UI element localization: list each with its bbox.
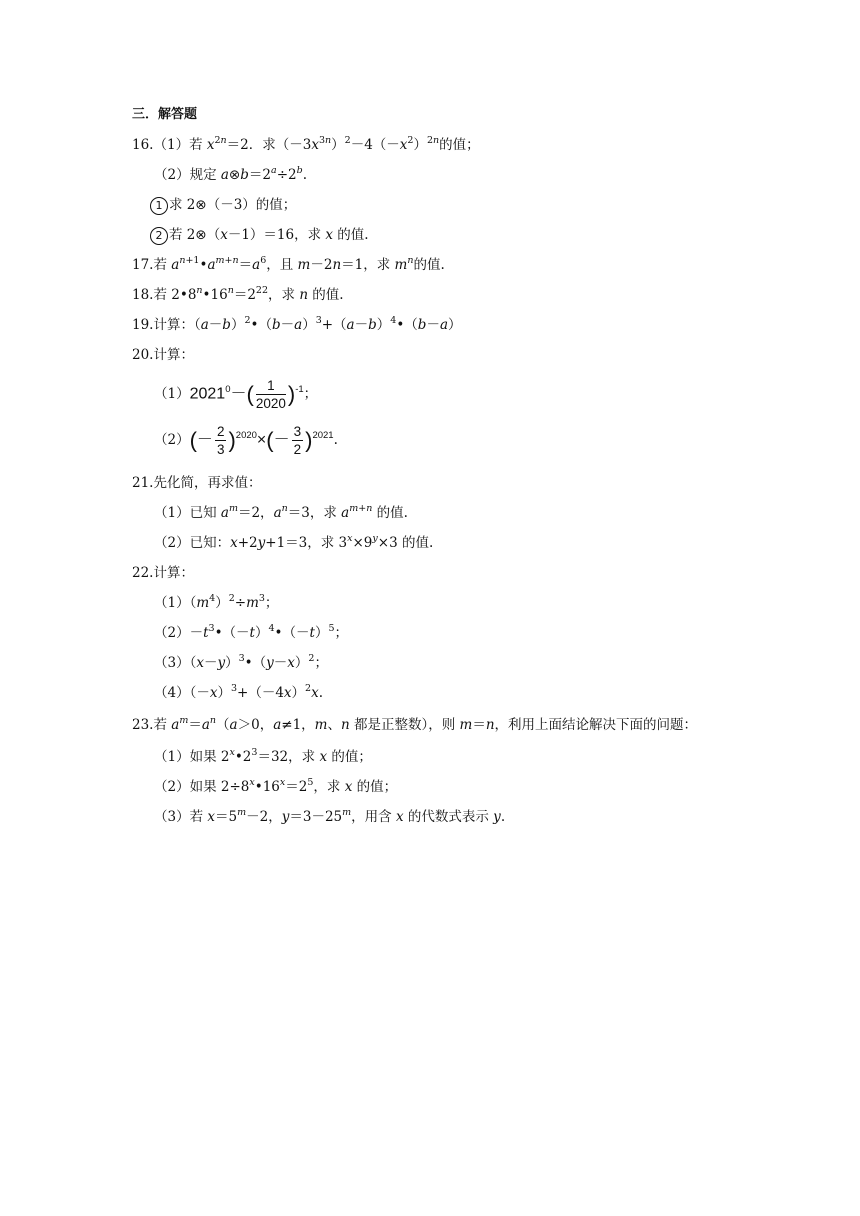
question-16-sub-1: 1 求 2⊗（－3）的值； <box>150 196 296 215</box>
question-18: 18.若 $2•8^n•16^n=2^{22}$，求 n 的值. <box>132 285 344 303</box>
fraction: $\frac{2}{3}$ <box>216 424 225 457</box>
fraction: $\frac{3}{2}$ <box>293 424 302 457</box>
circled-two: 2 <box>150 227 168 245</box>
question-21-part-1: （1）已知 $a^m=2$，$a^n=3$，求 $a^{m+n}$ 的值. <box>154 503 408 521</box>
question-20: 20.计算： <box>132 347 194 363</box>
question-22: 22.计算： <box>132 565 194 581</box>
question-23-part-3: （3）若 $x=5^m-2$，$y=3-25^m$，用含 x 的代数式表示 y. <box>154 807 506 825</box>
question-22-part-1: $(1)(m^4)^2\div m^3$； <box>154 593 279 611</box>
question-23: 23.若 $a^m=a^n(a>0$，a≠1，m、n 都是正整数），则 m＝n，利用上面结论解决下面的问题： <box>132 715 698 733</box>
question-17: 17.若 $a^{n+1}•a^{m+n}=a^6$，且 m－2n＝1，求 $m^n$的值. <box>132 255 445 273</box>
question-21-part-2: （2）已知：x+2y+1＝3，求 $3^x\times 9^y\times 3$ 的值. <box>154 533 434 551</box>
question-number: 16. <box>132 137 154 153</box>
question-16-part-2: （2）规定 $a\otimes b=2^a\div 2^b$. <box>154 165 307 183</box>
question-21: 21.先化简，再求值： <box>132 475 262 491</box>
part-label: （1）若 <box>153 137 207 153</box>
question-23-part-2: （2）如果 $2\div 8^x•16^x=2^5$，求 x 的值； <box>154 777 398 795</box>
question-22-part-2: $(2)-t^3•(-t)^4•(-t)^5$； <box>154 623 348 641</box>
question-22-part-4: $(4)(-x)^3+(-4x)^2x$. <box>154 683 324 701</box>
question-16-sub-2: 2 若 2⊗（x－1）＝16，求 x 的值. <box>150 226 369 245</box>
question-20-part-1: $(1)2021^0-$( $\frac{1}{2020}$ )$^{-1}$； <box>154 378 318 411</box>
question-22-part-3: $(3)(x-y)^3•(y-x)^2$； <box>154 653 328 671</box>
question-23-part-1: （1）如果 $2^x•2^3=32$，求 x 的值； <box>154 747 372 765</box>
circled-one: 1 <box>150 197 168 215</box>
question-16: 16.（1）若 $x^{2n}=2$．求$(-3x^{3n})^2-4(-x^2)^{2n}$的值； <box>132 135 480 153</box>
question-19: 19.计算：$(a-b)^2•(b-a)^3+(a-b)^4•(b-a)$ <box>132 315 462 333</box>
section-header: 三．解答题 <box>132 107 198 122</box>
question-20-part-2: （2）(－ $\frac{2}{3}$ )$^{2020}$×(－ $\frac{3}{2}$ )$^{2021}$. <box>154 424 338 457</box>
fraction: $\frac{1}{2020}$ <box>255 378 286 411</box>
